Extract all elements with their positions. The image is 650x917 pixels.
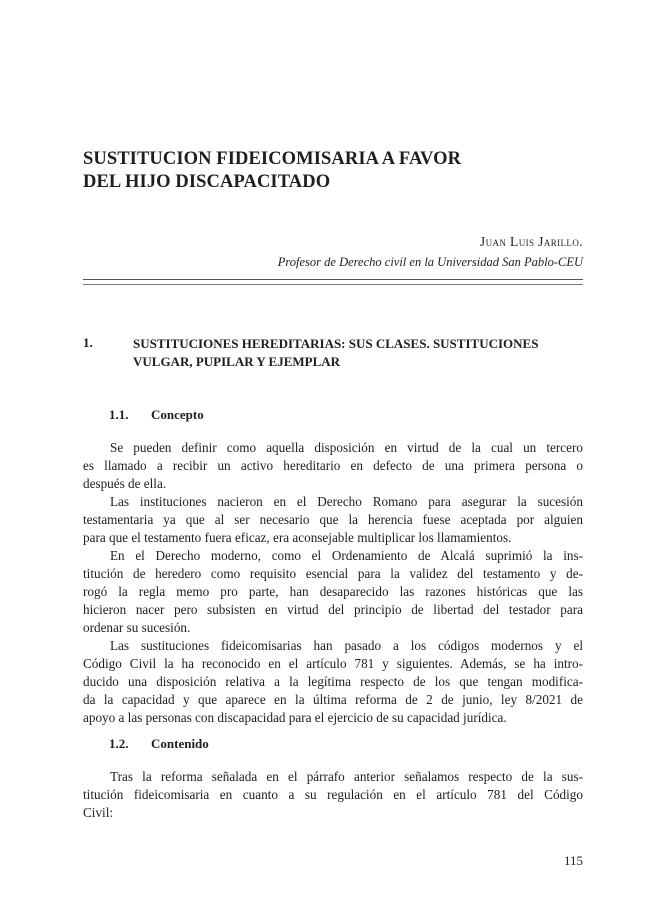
chapter-title-line-2: DEL HIJO DISCAPACITADO bbox=[83, 172, 331, 192]
text-line: apoyo a las personas con discapacidad para el ejercicio de su capacidad jurídica. bbox=[83, 710, 507, 725]
text-line: hicieron nacer pero subsisten en virtud del principio de libertad del testador para bbox=[83, 602, 583, 617]
author-name: Juan Luis Jarillo. bbox=[479, 234, 583, 249]
subsection-heading-contenido bbox=[109, 736, 209, 752]
subsection-title: Concepto bbox=[151, 407, 204, 422]
author-affiliation: Profesor de Derecho civil en la Universidad San Pablo-CEU bbox=[277, 255, 583, 269]
text-line: Tras la reforma señalada en el párrafo anterior señalamos respecto de la sus- bbox=[110, 769, 583, 784]
subsection-heading-concepto bbox=[109, 407, 204, 423]
text-line: Se pueden definir como aquella disposición en virtud de la cual un tercero bbox=[110, 440, 583, 455]
text-line: Civil: bbox=[83, 805, 114, 820]
chapter-title bbox=[83, 148, 583, 194]
text-line: testamentaria ya que al ser necesario que la herencia fuese aceptada por alguien bbox=[83, 512, 583, 527]
subsection-number: 1.1. bbox=[109, 407, 129, 422]
text-line: titución fideicomisaria en cuanto a su regulación en el artículo 781 del Código bbox=[83, 787, 583, 802]
page-number: 115 bbox=[563, 853, 583, 868]
subsection-number: 1.2. bbox=[109, 736, 129, 751]
text-line: titución de heredero como requisito esencial para la validez del testamento y de- bbox=[83, 566, 583, 581]
section-heading bbox=[133, 335, 583, 371]
title-rule-thin bbox=[83, 284, 583, 285]
subsection-title: Contenido bbox=[151, 736, 209, 751]
text-line: es llamado a recibir un activo hereditario en defecto de una primera persona o bbox=[83, 458, 583, 473]
text-line: rogó la regla memo pro parte, han desaparecido las razones históricas que las bbox=[83, 584, 583, 599]
text-line: da la capacidad y que aparece en la última reforma de 2 de junio, ley 8/2021 de bbox=[83, 692, 583, 707]
body-text-concepto bbox=[83, 439, 583, 727]
text-line: ducido una disposición relativa a la legítima respecto de los que tengan modifica- bbox=[83, 674, 583, 689]
text-line: Código Civil la ha reconocido en el artículo 781 y siguientes. Además, se ha intro- bbox=[83, 656, 583, 671]
section-heading-line-2: VULGAR, PUPILAR Y EJEMPLAR bbox=[133, 354, 341, 369]
text-line: Las instituciones nacieron en el Derecho Romano para asegurar la sucesión bbox=[110, 494, 583, 509]
text-line: ordenar su sucesión. bbox=[83, 620, 191, 635]
text-line: En el Derecho moderno, como el Ordenamiento de Alcalá suprimió la ins- bbox=[110, 548, 583, 563]
chapter-title-line-1: SUSTITUCION FIDEICOMISARIA A FAVOR bbox=[83, 149, 462, 169]
text-line: después de ella. bbox=[83, 476, 167, 491]
title-rule-thick bbox=[83, 279, 583, 280]
section-heading-line-1: SUSTITUCIONES HEREDITARIAS: SUS CLASES. SUSTITUCIONES bbox=[133, 336, 539, 351]
section-number: 1. bbox=[83, 335, 93, 350]
body-text-contenido bbox=[83, 768, 583, 822]
text-line: para que el testamento fuera eficaz, era aconsejable multiplicar los llamamientos. bbox=[83, 530, 512, 545]
text-line: Las sustituciones fideicomisarias han pasado a los códigos modernos y el bbox=[110, 638, 583, 653]
